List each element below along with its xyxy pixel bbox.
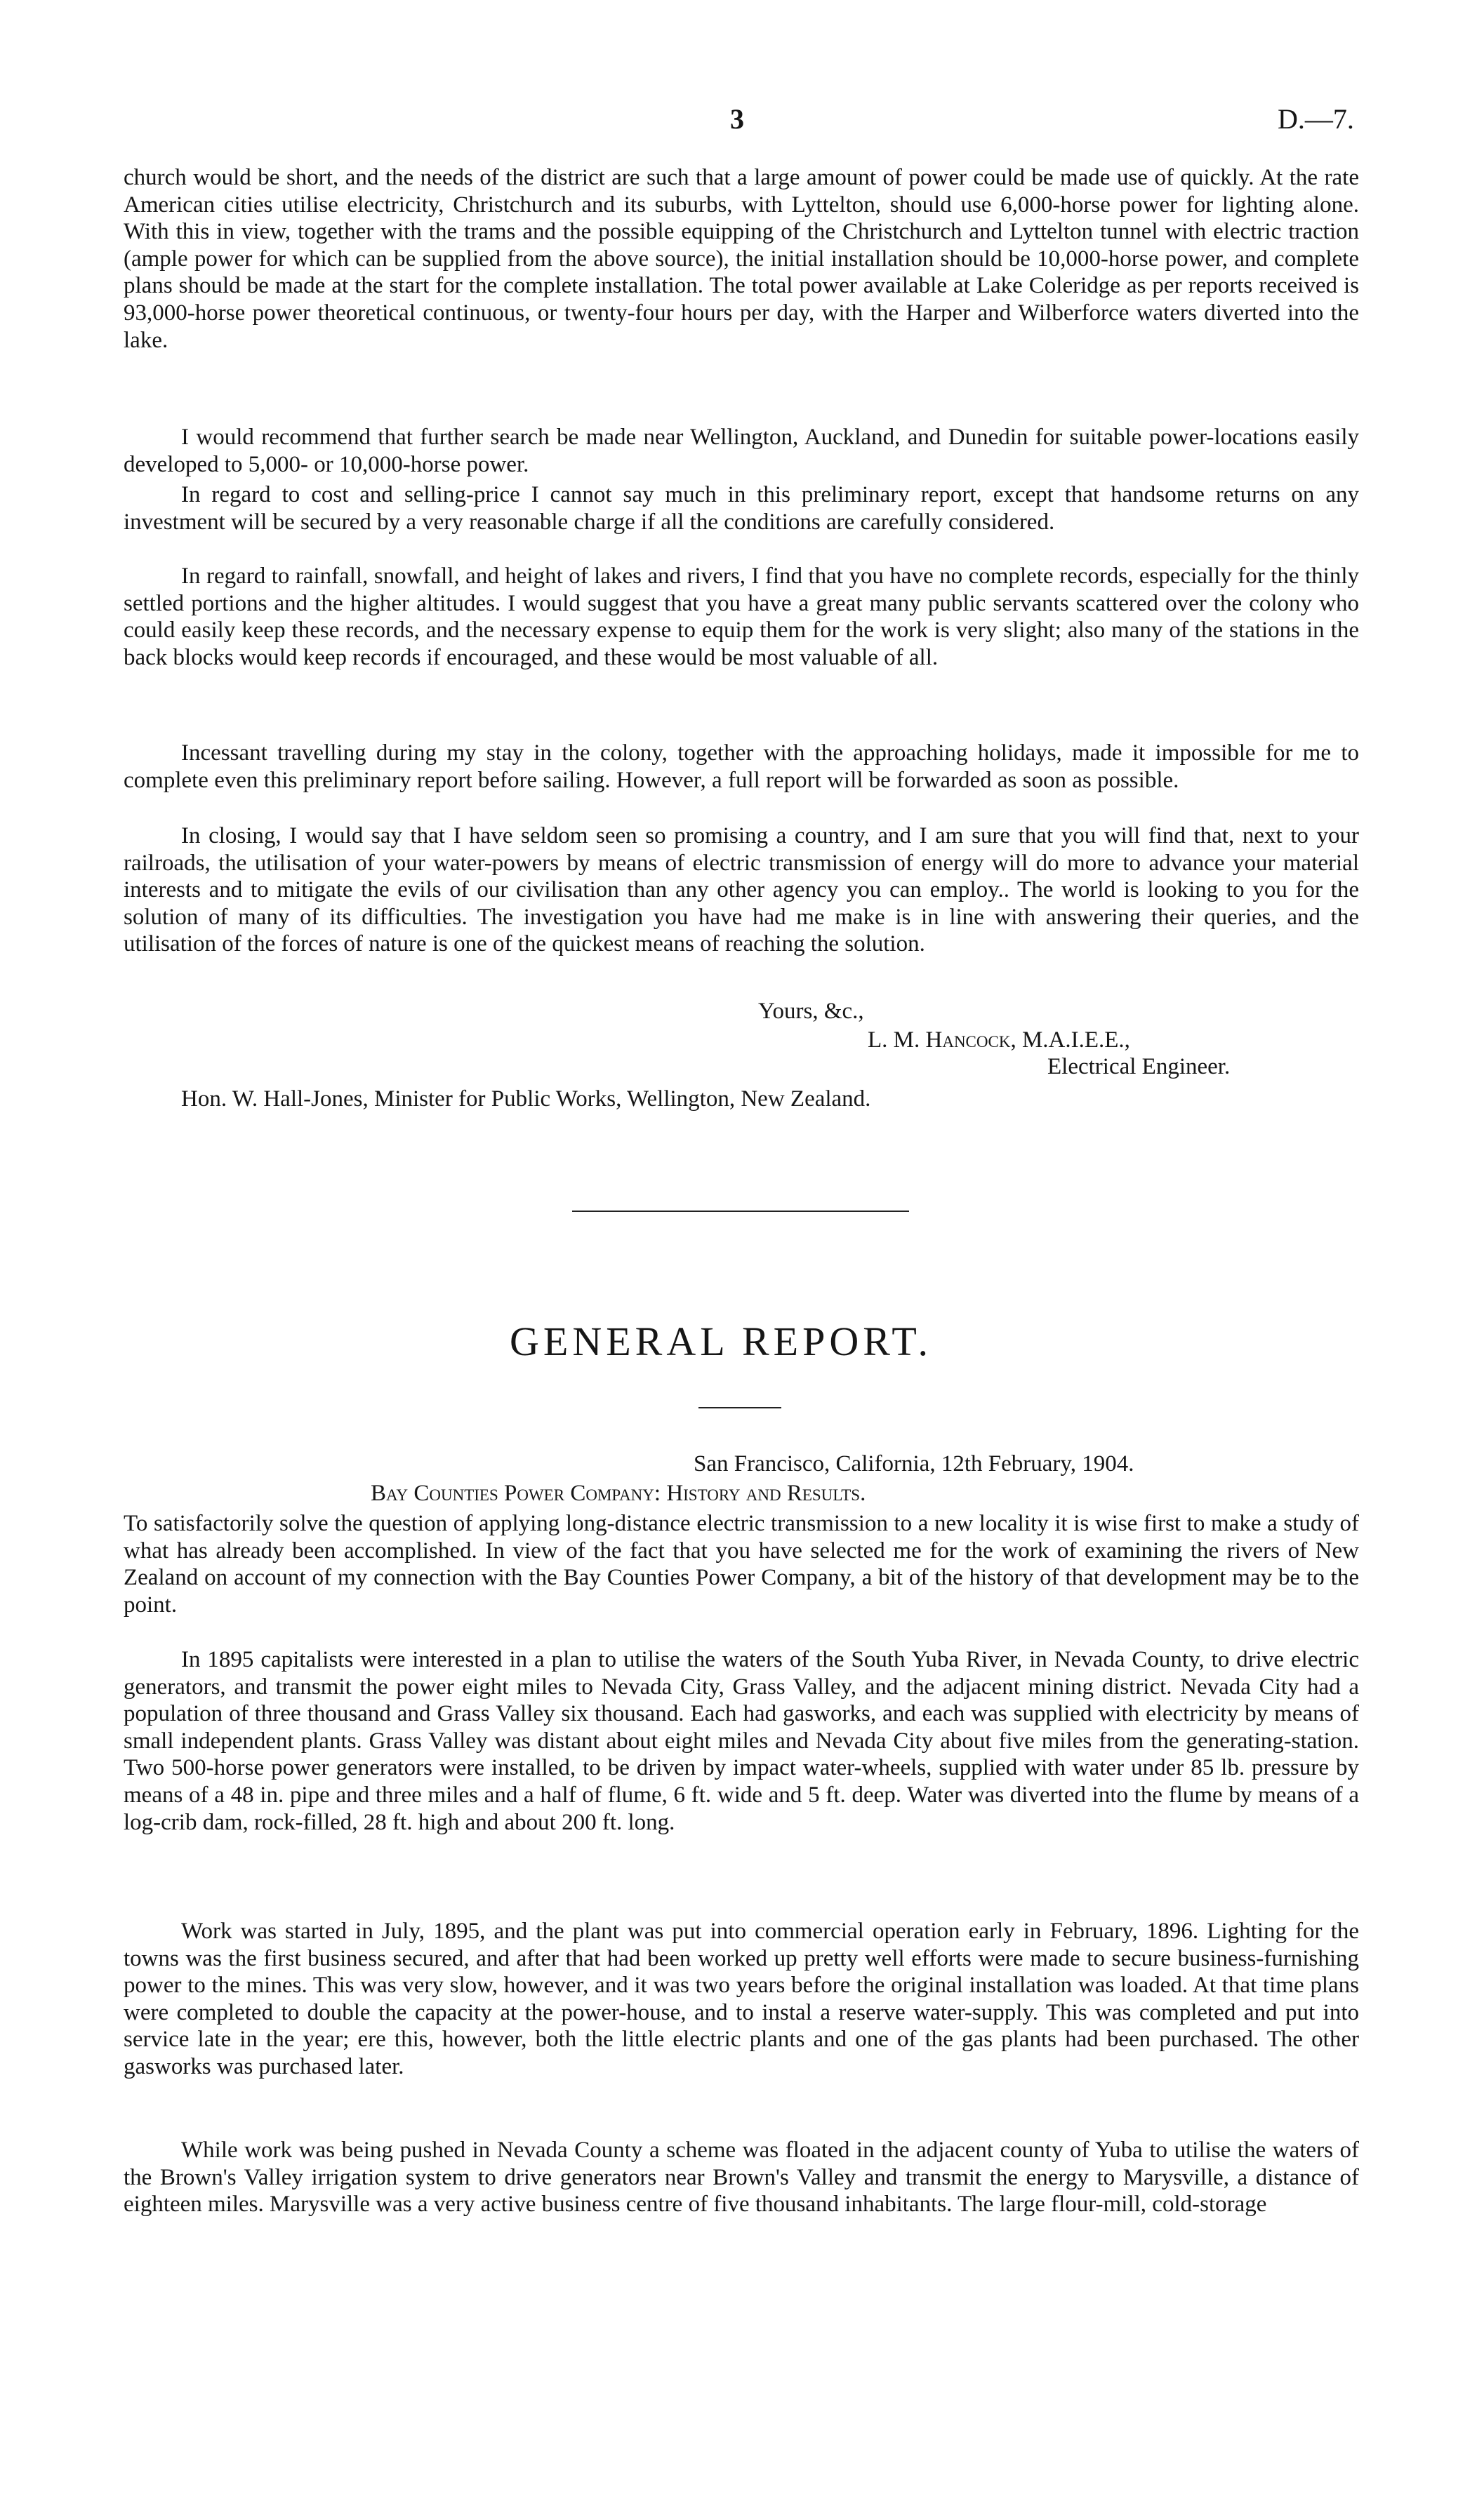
report-paragraph-4: While work was being pushed in Nevada County a scheme was floated in the adjacent county of Yuba to utilise the waters of the Brown's Valley irrigation system to drive generators near Brown's Valley and transmit the energy to Marysville, a distance of eighteen miles. Marysville was a very active business centre of five thousand inhabitants. The large flour-mill, cold-storage <box>124 2138 1359 2218</box>
letter-paragraph-4: In regard to rainfall, snowfall, and height of lakes and rivers, I find that you have no complete records, especially for the thinly settled portions and the higher altitudes. I would suggest that you have a great many public servants scattered over the colony who could easily keep these records, and the necessary expense to equip them for the work is very slight; also many of the stations in the back blocks would keep records if encouraged, and these would be most valuable of all. <box>124 564 1359 670</box>
report-dateline: San Francisco, California, 12th February, 1904. <box>694 1451 1134 1476</box>
document-reference: D.—7. <box>1278 103 1354 135</box>
section-title: GENERAL REPORT. <box>510 1319 933 1364</box>
signatory-name: L. M. Hancock, M.A.I.E.E., <box>868 1027 1130 1053</box>
report-paragraph-3: Work was started in July, 1895, and the plant was put into commercial operation early in February, 1896. Lighting for the towns was the first business secured, and after that had been worked up pretty well efforts were made to secure business-furnishing power to the mines. This was very slow, however, and it was two years before the original installation was loaded. At that time plans were completed to double the capacity at the power-house, and to instal a reserve water-supply. This was completed and put into service late in the year; ere this, however, both the little electric plants and one of the gas plants had been purchased. The other gasworks was purchased later. <box>124 1919 1359 2079</box>
letter-paragraph-5: Incessant travelling during my stay in the colony, together with the approaching holidays, made it impossible for me to complete even this preliminary report before sailing. However, a full report will be forwarded as soon as possible. <box>124 740 1359 793</box>
closing-salutation: Yours, &c., <box>758 999 864 1024</box>
letter-paragraph-2: I would recommend that further search be made near Wellington, Auckland, and Dunedin for suitable power-locations easily developed to 5,000- or 10,000-horse power. <box>124 425 1359 477</box>
addressee-line: Hon. W. Hall-Jones, Minister for Public Works, Wellington, New Zealand. <box>181 1086 871 1112</box>
title-underline <box>698 1407 781 1408</box>
section-divider <box>572 1211 909 1212</box>
letter-paragraph-1: church would be short, and the needs of the district are such that a large amount of power could be made use of quickly. At the rate American cities utilise electricity, Christchurch and its suburbs, with Lyttelton, should use 6,000-horse power for lighting alone. With this in view, together with the trams and the possible equipping of the Christchurch and Lyttelton tunnel with electric traction (ample power for which can be supplied from the above source), the initial installation should be 10,000-horse power, and complete plans should be made at the start for the complete installation. The total power available at Lake Coleridge as per reports received is 93,000-horse power theoretical continuous, or twenty-four hours per day, with the Harper and Wilberforce waters diverted into the lake. <box>124 165 1359 353</box>
report-subheading: Bay Counties Power Company: History and Results. <box>371 1481 866 1506</box>
signatory-title: Electrical Engineer. <box>1047 1054 1231 1079</box>
page-number: 3 <box>730 103 744 135</box>
report-paragraph-2: In 1895 capitalists were interested in a plan to utilise the waters of the South Yuba River, in Nevada County, to drive electric generators, and transmit the power eight miles to Nevada City, Grass Valley, and the adjacent mining district. Nevada City had a population of three thousand and Grass Valley six thousand. Each had gasworks, and each was supplied with electricity by means of small independent plants. Grass Valley was distant about eight miles and Nevada City about five miles from the generating-station. Two 500-horse power generators were installed, to be driven by impact water-wheels, supplied with water under 85 lb. pressure by means of a 48 in. pipe and three miles and a half of flume, 6 ft. wide and 5 ft. deep. Water was diverted into the flume by means of a log-crib dam, rock-filled, 28 ft. high and about 200 ft. long. <box>124 1647 1359 1835</box>
letter-paragraph-6: In closing, I would say that I have seldom seen so promising a country, and I am sure that you will find that, next to your railroads, the utilisation of your water-powers by means of electric transmission of energy will do more to advance your material interests and to mitigate the evils of our civilisation than any other agency you can employ.. The world is looking to you for the solution of many of its difficulties. The investigation you have had me make is in line with answering their queries, and the utilisation of the forces of nature is one of the quickest means of reaching the solution. <box>124 823 1359 957</box>
report-paragraph-1: To satisfactorily solve the question of applying long-distance electric transmission to a new locality it is wise first to make a study of what has already been accomplished. In view of the fact that you have selected me for the work of examining the rivers of New Zealand on account of my connection with the Bay Counties Power Company, a bit of the history of that development may be to the point. <box>124 1511 1359 1618</box>
letter-paragraph-3: In regard to cost and selling-price I cannot say much in this preliminary report, except that handsome returns on any investment will be secured by a very reasonable charge if all the conditions are carefully considered. <box>124 482 1359 535</box>
